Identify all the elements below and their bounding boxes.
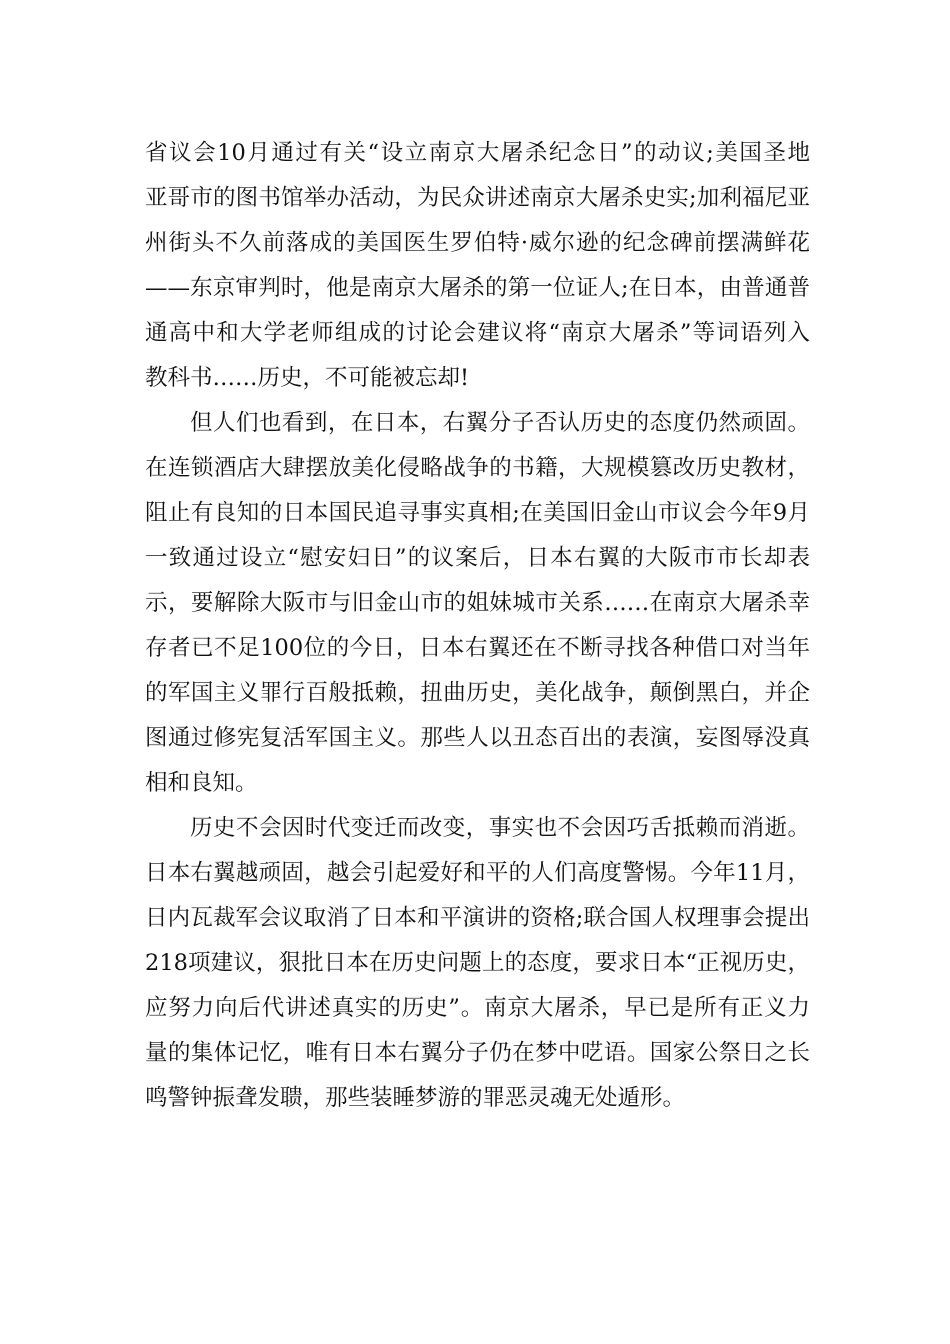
text-line: 但人们也看到，在日本，右翼分子否认历史的态度仍然顽固。 [190, 410, 810, 436]
paragraph-1 [145, 135, 810, 405]
text-line: 亚哥市的图书馆举办活动，为民众讲述南京大屠杀史实;加利福尼亚 [145, 185, 810, 211]
text-line: 教科书……历史，不可能被忘却! [145, 365, 470, 391]
text-line: 州街头不久前落成的美国医生罗伯特·威尔逊的纪念碑前摆满鲜花 [145, 230, 810, 256]
text-line: 在连锁酒店大肆摆放美化侵略战争的书籍，大规模篡改历史教材， [145, 455, 810, 481]
text-line: 一致通过设立“慰安妇日”的议案后，日本右翼的大阪市市长却表 [145, 545, 810, 571]
text-line: 通高中和大学老师组成的讨论会建议将“南京大屠杀”等词语列入 [145, 320, 810, 346]
text-line: 阻止有良知的日本国民追寻事实真相;在美国旧金山市议会今年9月 [145, 500, 810, 526]
text-line: 存者已不足100位的今日，日本右翼还在不断寻找各种借口对当年 [145, 635, 810, 661]
text-line: 示，要解除大阪市与旧金山市的姐妹城市关系……在南京大屠杀幸 [145, 590, 810, 616]
text-line: 量的集体记忆，唯有日本右翼分子仍在梦中呓语。国家公祭日之长 [145, 1040, 810, 1066]
text-line: 的军国主义罪行百般抵赖，扭曲历史，美化战争，颠倒黑白，并企 [145, 680, 810, 706]
text-line: 省议会10月通过有关“设立南京大屠杀纪念日”的动议;美国圣地 [145, 140, 810, 166]
text-line: 历史不会因时代变迁而改变，事实也不会因巧舌抵赖而消逝。 [190, 815, 810, 841]
text-line: ——东京审判时，他是南京大屠杀的第一位证人;在日本，由普通普 [145, 275, 810, 301]
text-line: 218项建议，狠批日本在历史问题上的态度，要求日本“正视历史， [145, 950, 810, 976]
text-line: 应努力向后代讲述真实的历史”。南京大屠杀，早已是所有正义力 [145, 995, 810, 1021]
paragraph-3 [145, 810, 810, 1125]
text-line: 日本右翼越顽固，越会引起爱好和平的人们高度警惕。今年11月， [145, 860, 810, 886]
text-line: 图通过修宪复活军国主义。那些人以丑态百出的表演，妄图辱没真 [145, 725, 810, 751]
text-line: 日内瓦裁军会议取消了日本和平演讲的资格;联合国人权理事会提出 [145, 905, 810, 931]
text-line: 鸣警钟振聋发聩，那些装睡梦游的罪恶灵魂无处遁形。 [145, 1085, 686, 1111]
paragraph-2 [145, 405, 810, 810]
text-line: 相和良知。 [145, 770, 258, 796]
document-body [145, 135, 810, 1125]
